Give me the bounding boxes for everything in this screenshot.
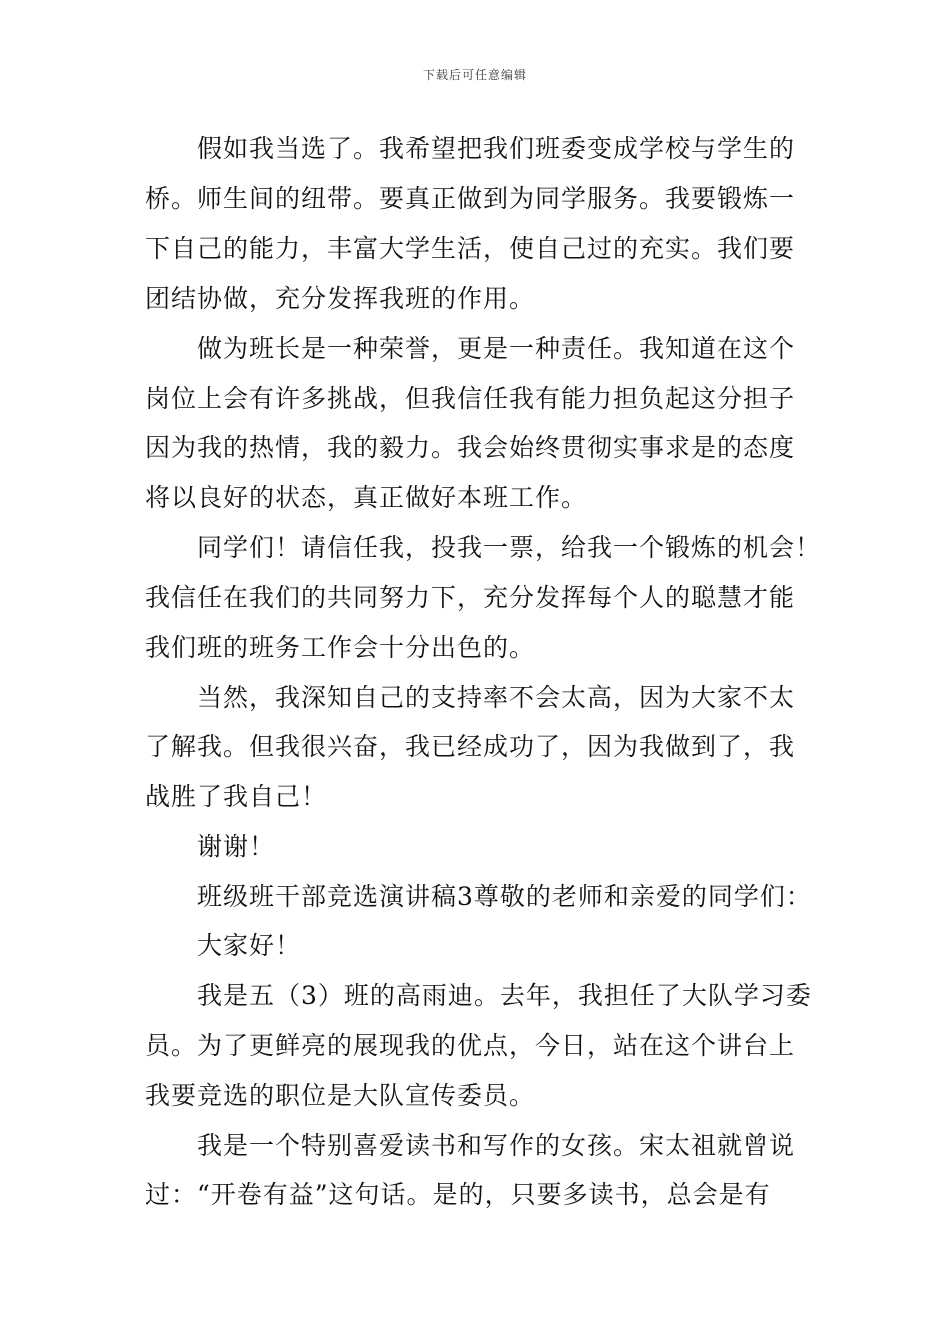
body-text-line: 我要竞选的职位是大队宣传委员。 bbox=[145, 1081, 536, 1110]
body-text-line: 假如我当选了。我希望把我们班委变成学校与学生的 bbox=[197, 134, 796, 163]
body-text-line: 战胜了我自己！ bbox=[145, 782, 328, 811]
body-text-line: 做为班长是一种荣誉，更是一种责任。我知道在这个 bbox=[197, 334, 796, 363]
body-text-line: 了解我。但我很兴奋，我已经成功了，因为我做到了，我 bbox=[145, 732, 796, 761]
body-text-line: 将以良好的状态，真正做好本班工作。 bbox=[145, 483, 588, 512]
body-text-line: 当然，我深知自己的支持率不会太高，因为大家不太 bbox=[197, 683, 796, 712]
body-text-line: 因为我的热情，我的毅力。我会始终贯彻实事求是的态度 bbox=[145, 433, 796, 462]
body-text-line: 员。为了更鲜亮的展现我的优点，今日，站在这个讲台上 bbox=[145, 1031, 796, 1060]
body-text-line: 谢谢！ bbox=[197, 832, 276, 861]
body-text-line: 岗位上会有许多挑战，但我信任我有能力担负起这分担子 bbox=[145, 384, 796, 413]
body-text-line: 我是一个特别喜爱读书和写作的女孩。宋太祖就曾说 bbox=[197, 1131, 796, 1160]
body-text-line: 大家好！ bbox=[197, 931, 302, 960]
body-text-line: 下自己的能力，丰富大学生活，使自己过的充实。我们要 bbox=[145, 234, 796, 263]
body-text-line: 我们班的班务工作会十分出色的。 bbox=[145, 633, 536, 662]
body-text-line: 团结协做，充分发挥我班的作用。 bbox=[145, 284, 536, 313]
body-text-line: 过：“开卷有益”这句话。是的，只要多读书，总会是有 bbox=[145, 1180, 771, 1209]
section-heading: 班级班干部竞选演讲稿3尊敬的老师和亲爱的同学们： bbox=[197, 882, 812, 911]
page-header-note: 下载后可任意编辑 bbox=[422, 68, 527, 82]
body-text-line: 桥。师生间的纽带。要真正做到为同学服务。我要锻炼一 bbox=[145, 184, 796, 213]
body-text-line: 我是五（3）班的高雨迪。去年，我担任了大队学习委 bbox=[197, 981, 812, 1010]
body-text-line: 同学们！请信任我，投我一票，给我一个锻炼的机会！ bbox=[197, 533, 822, 562]
body-text-line: 我信任在我们的共同努力下，充分发挥每个人的聪慧才能 bbox=[145, 583, 796, 612]
